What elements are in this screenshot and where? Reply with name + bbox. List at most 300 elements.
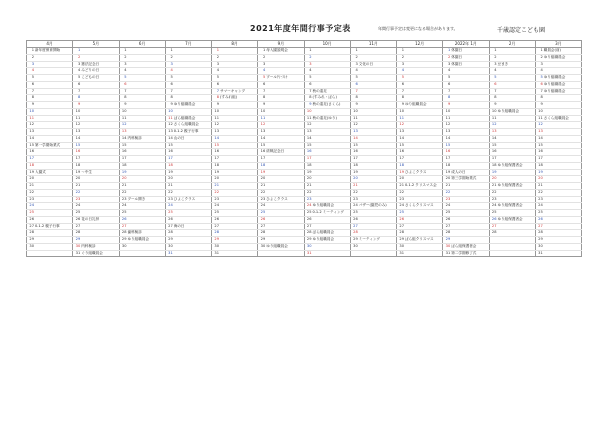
day-number: 18	[306, 162, 312, 167]
event-label: さくら組職員会	[173, 122, 199, 127]
day-number: 30	[168, 243, 173, 248]
day-cell	[27, 230, 73, 237]
day-row	[27, 169, 582, 176]
day-number: 13	[29, 129, 34, 133]
day-cell	[489, 61, 535, 68]
day-cell	[443, 223, 489, 230]
day-cell	[535, 189, 581, 196]
day-number: 1	[401, 48, 404, 52]
day-cell	[304, 95, 350, 102]
day-cell	[489, 108, 535, 115]
event-label: 〜中生	[81, 169, 93, 174]
day-cell	[489, 135, 535, 142]
day-row	[27, 196, 582, 203]
day-cell	[443, 196, 489, 203]
day-cell	[27, 149, 73, 156]
day-number: 17	[260, 156, 266, 160]
day-number: 28	[75, 230, 81, 235]
day-number: 23	[121, 196, 127, 201]
day-cell	[350, 115, 396, 122]
day-number: 11	[538, 115, 543, 120]
change-note: 年間行事予定は変更になる場合があります。	[378, 26, 458, 31]
day-cell	[258, 48, 304, 55]
day-row	[27, 61, 582, 68]
day-number: 22	[538, 189, 543, 194]
day-cell	[212, 223, 258, 230]
day-cell	[119, 102, 165, 109]
month-header: 11月	[350, 41, 396, 48]
day-number: 9	[401, 102, 404, 106]
event-label: ゆり組職員会	[266, 243, 288, 248]
day-cell	[73, 115, 119, 122]
day-cell	[119, 115, 165, 122]
day-cell	[212, 169, 258, 176]
day-cell	[212, 68, 258, 75]
day-cell	[535, 223, 581, 230]
day-number: 6	[355, 81, 358, 86]
day-number: 11	[491, 115, 497, 120]
day-cell	[350, 237, 396, 244]
day-number: 29	[538, 237, 543, 241]
day-cell	[73, 156, 119, 163]
page-title: 2021年度年間行事予定表	[250, 24, 351, 33]
day-number: 17	[168, 156, 173, 160]
day-cell	[443, 135, 489, 142]
day-row	[27, 210, 582, 217]
day-cell	[165, 68, 211, 75]
day-cell	[27, 243, 73, 250]
event-label: 新年度保育開始	[35, 48, 61, 52]
day-number: 29	[29, 237, 34, 241]
day-number: 24	[260, 203, 266, 208]
day-number: 8	[447, 95, 451, 100]
event-label: 0.1.2 ミーティング	[312, 210, 344, 214]
day-cell	[443, 48, 489, 55]
day-number: 14	[29, 135, 34, 140]
day-number: 5	[309, 75, 312, 79]
day-number: 23	[491, 196, 497, 201]
day-number: 28	[121, 230, 127, 235]
event-label: 海の日	[173, 223, 185, 228]
day-cell	[258, 237, 304, 244]
day-cell	[443, 54, 489, 61]
day-number: 28	[260, 230, 266, 235]
day-number: 26	[260, 216, 266, 221]
day-cell	[119, 149, 165, 156]
day-cell	[489, 68, 535, 75]
day-cell	[119, 237, 165, 244]
day-cell	[397, 68, 443, 75]
day-number: 4	[447, 68, 451, 73]
day-cell	[73, 142, 119, 149]
day-cell	[535, 237, 581, 244]
day-number: 7	[309, 88, 312, 93]
day-number: 27	[445, 223, 451, 228]
day-number: 7	[77, 88, 81, 93]
day-cell	[304, 243, 350, 250]
day-cell	[119, 156, 165, 163]
day-cell	[165, 169, 211, 176]
day-cell	[350, 189, 396, 196]
day-number: 6	[216, 81, 219, 86]
day-number: 9	[170, 102, 173, 106]
day-number: 6	[31, 81, 34, 86]
day-cell	[397, 176, 443, 183]
event-label: (すみれ組)	[220, 95, 238, 100]
day-number: 23	[29, 196, 34, 201]
day-number: 27	[75, 223, 81, 228]
day-number: 16	[306, 149, 312, 154]
day-cell	[27, 122, 73, 129]
day-cell	[258, 169, 304, 176]
day-number: 18	[75, 162, 81, 167]
day-number: 27	[121, 223, 127, 228]
day-cell	[165, 230, 211, 237]
day-number: 4	[355, 68, 358, 73]
day-number: 29	[260, 237, 266, 241]
day-number: 7	[262, 88, 266, 93]
day-number: 24	[538, 203, 543, 208]
day-cell	[535, 75, 581, 82]
day-cell	[27, 48, 73, 55]
day-row	[27, 142, 582, 149]
day-number: 13	[214, 129, 219, 133]
day-number: 26	[121, 216, 127, 221]
day-number: 3	[124, 61, 127, 66]
day-cell	[73, 162, 119, 169]
day-cell	[119, 223, 165, 230]
day-number: 24	[121, 203, 127, 208]
day-cell	[397, 162, 443, 169]
day-cell	[73, 243, 119, 250]
day-number: 1	[262, 48, 266, 52]
day-row	[27, 230, 582, 237]
day-number: 9	[124, 102, 127, 106]
day-cell	[258, 129, 304, 136]
day-cell	[27, 183, 73, 190]
day-number: 10	[538, 108, 543, 113]
day-number: 28	[445, 230, 451, 235]
day-number: 27	[168, 223, 173, 228]
day-number: 4	[262, 68, 266, 73]
day-number: 31	[399, 250, 404, 255]
day-number: 3	[355, 61, 358, 66]
day-cell	[165, 135, 211, 142]
day-number: 5	[262, 75, 266, 79]
day-cell	[119, 68, 165, 75]
event-label: 文化の日	[358, 61, 374, 66]
day-row	[27, 75, 582, 82]
day-cell	[73, 75, 119, 82]
day-number: 18	[491, 162, 497, 167]
day-cell	[258, 176, 304, 183]
day-cell	[119, 135, 165, 142]
day-number: 16	[260, 149, 266, 154]
day-number: 11	[121, 115, 127, 120]
day-number: 20	[538, 176, 543, 181]
day-number: 8	[262, 95, 266, 100]
day-number: 5	[540, 75, 543, 79]
day-cell	[535, 156, 581, 163]
day-number: 7	[31, 88, 34, 93]
day-number: 11	[260, 115, 266, 120]
day-number: 12	[168, 122, 173, 127]
event-label: プール片づけ	[266, 75, 288, 79]
day-cell	[258, 108, 304, 115]
day-cell	[304, 189, 350, 196]
day-cell	[73, 95, 119, 102]
event-label: 休園日	[451, 54, 463, 59]
day-number: 25	[306, 210, 312, 214]
event-label: プール開き	[127, 196, 146, 201]
day-cell	[397, 95, 443, 102]
day-number: 22	[306, 189, 312, 194]
day-number: 18	[445, 162, 451, 167]
day-number: 30	[29, 243, 34, 248]
day-cell	[535, 115, 581, 122]
day-row	[27, 203, 582, 210]
day-cell	[397, 122, 443, 129]
day-number: 18	[399, 162, 404, 167]
day-number: 5	[401, 75, 404, 79]
day-cell	[304, 156, 350, 163]
event-label: 休園日	[451, 48, 463, 52]
day-number: 26	[214, 216, 219, 221]
day-number: 23	[399, 196, 404, 201]
day-number: 22	[168, 189, 173, 194]
day-number: 16	[121, 149, 127, 154]
day-cell	[27, 108, 73, 115]
event-label: ゆり組職員会	[543, 54, 566, 59]
day-number: 20	[168, 176, 173, 181]
day-number: 27	[260, 223, 266, 228]
day-cell	[212, 115, 258, 122]
day-number: 1	[355, 48, 358, 52]
day-cell	[258, 230, 304, 237]
day-number: 29	[121, 237, 127, 241]
day-cell	[258, 203, 304, 210]
day-cell	[535, 135, 581, 142]
day-row	[27, 108, 582, 115]
day-number: 30	[214, 243, 219, 248]
day-cell	[73, 135, 119, 142]
day-number: 8	[540, 95, 543, 100]
day-number: 15	[214, 142, 219, 147]
day-number: 25	[75, 210, 81, 214]
day-number: 23	[260, 196, 266, 201]
day-cell	[165, 95, 211, 102]
day-number: 19	[445, 169, 451, 174]
day-number: 14	[306, 135, 312, 140]
day-number: 10	[399, 108, 404, 113]
day-cell	[258, 135, 304, 142]
day-cell	[489, 176, 535, 183]
day-cell	[535, 243, 581, 250]
day-cell	[119, 162, 165, 169]
day-number: 16	[75, 149, 81, 154]
event-label: 秋の遠足(さくら)	[312, 102, 341, 106]
day-cell	[119, 183, 165, 190]
day-number: 13	[353, 129, 358, 133]
day-cell	[119, 95, 165, 102]
event-label: 休園日	[451, 61, 463, 66]
day-number: 31	[168, 250, 173, 255]
day-cell	[489, 129, 535, 136]
day-number: 25	[168, 210, 173, 214]
day-cell	[212, 81, 258, 88]
event-label: ゆり組保護者会	[497, 216, 523, 221]
day-cell	[397, 115, 443, 122]
day-cell	[304, 61, 350, 68]
day-cell	[489, 183, 535, 190]
day-cell	[443, 149, 489, 156]
day-cell	[443, 75, 489, 82]
day-cell	[27, 115, 73, 122]
day-number: 24	[306, 203, 312, 208]
day-number: 25	[399, 210, 404, 214]
day-number: 14	[168, 135, 173, 140]
day-number: 12	[75, 122, 81, 127]
month-header: 10月	[304, 41, 350, 48]
day-cell	[489, 54, 535, 61]
day-number: 26	[491, 216, 497, 221]
day-cell	[73, 122, 119, 129]
month-header: 6月	[119, 41, 165, 48]
day-cell	[212, 230, 258, 237]
day-number: 23	[75, 196, 81, 201]
day-cell	[258, 68, 304, 75]
day-cell	[443, 68, 489, 75]
day-cell	[443, 216, 489, 223]
day-cell	[165, 183, 211, 190]
day-cell	[212, 237, 258, 244]
day-number: 20	[214, 176, 219, 181]
day-cell	[350, 230, 396, 237]
day-number: 23	[353, 196, 358, 201]
day-cell	[489, 102, 535, 109]
day-cell	[397, 243, 443, 250]
day-number: 27	[399, 223, 404, 228]
day-cell	[27, 129, 73, 136]
day-cell	[304, 176, 350, 183]
event-label: ゆり組職員会	[173, 102, 196, 106]
day-number: 25	[214, 210, 219, 214]
day-number: 11	[214, 115, 219, 120]
day-number: 24	[399, 203, 404, 208]
event-label: 豆まき	[497, 61, 509, 66]
day-number: 3	[262, 61, 266, 66]
day-number: 15	[445, 142, 451, 147]
day-number: 12	[121, 122, 127, 127]
day-number: 7	[170, 88, 173, 93]
day-number: 14	[75, 135, 81, 140]
day-number: 1	[540, 48, 543, 52]
event-label: ばら組職員会	[312, 230, 335, 235]
day-cell	[165, 81, 211, 88]
day-cell	[212, 75, 258, 82]
day-number: 1	[77, 48, 81, 52]
day-cell	[212, 189, 258, 196]
day-cell	[535, 149, 581, 156]
calendar-body	[27, 48, 582, 257]
day-number: 12	[29, 122, 34, 127]
day-cell	[27, 61, 73, 68]
day-number: 31	[75, 250, 81, 255]
day-cell	[27, 135, 73, 142]
day-number: 1	[447, 48, 451, 52]
day-cell	[397, 142, 443, 149]
day-number: 18	[260, 162, 266, 167]
day-cell	[212, 162, 258, 169]
day-cell	[73, 189, 119, 196]
day-row	[27, 81, 582, 88]
day-cell	[397, 54, 443, 61]
day-number: 22	[399, 189, 404, 194]
day-cell	[443, 95, 489, 102]
day-number: 23	[168, 196, 173, 201]
month-header: 7月	[165, 41, 211, 48]
day-number: 2	[401, 54, 404, 59]
day-number: 15	[491, 142, 497, 147]
day-number: 9	[447, 102, 451, 106]
day-number: 3	[31, 61, 34, 66]
day-cell	[304, 203, 350, 210]
day-number: 2	[77, 54, 81, 59]
day-cell	[489, 243, 535, 250]
day-number: 25	[445, 210, 451, 214]
day-cell	[397, 129, 443, 136]
day-cell	[350, 210, 396, 217]
event-label: ゆり組保護者会	[497, 203, 523, 208]
day-cell	[258, 61, 304, 68]
day-number: 24	[168, 203, 173, 208]
day-cell	[397, 250, 443, 257]
day-number: 20	[29, 176, 34, 181]
day-cell	[489, 210, 535, 217]
day-cell	[258, 183, 304, 190]
day-cell	[443, 61, 489, 68]
day-number: 15	[75, 142, 81, 147]
day-number: 26	[75, 216, 81, 221]
day-number: 21	[306, 183, 312, 187]
event-label: 秋の遠足	[312, 88, 327, 93]
day-number: 6	[494, 81, 497, 86]
day-number: 24	[445, 203, 451, 208]
day-number: 31	[214, 250, 219, 255]
day-cell	[27, 176, 73, 183]
day-cell	[304, 81, 350, 88]
day-number: 23	[538, 196, 543, 201]
day-cell	[350, 129, 396, 136]
day-cell	[119, 243, 165, 250]
month-header-row	[27, 41, 582, 48]
day-cell	[350, 250, 396, 257]
day-number: 10	[260, 108, 266, 113]
day-number: 21	[445, 183, 451, 187]
day-row	[27, 223, 582, 230]
day-cell	[535, 95, 581, 102]
day-cell	[258, 243, 304, 250]
day-number: 22	[214, 189, 219, 194]
day-cell	[304, 230, 350, 237]
event-label: 終戦記念日	[266, 149, 285, 154]
day-cell	[443, 183, 489, 190]
event-label: さくら組職員会	[543, 115, 569, 120]
day-cell	[165, 223, 211, 230]
day-number: 4	[401, 68, 404, 73]
day-row	[27, 115, 582, 122]
month-header: 2月	[489, 41, 535, 48]
